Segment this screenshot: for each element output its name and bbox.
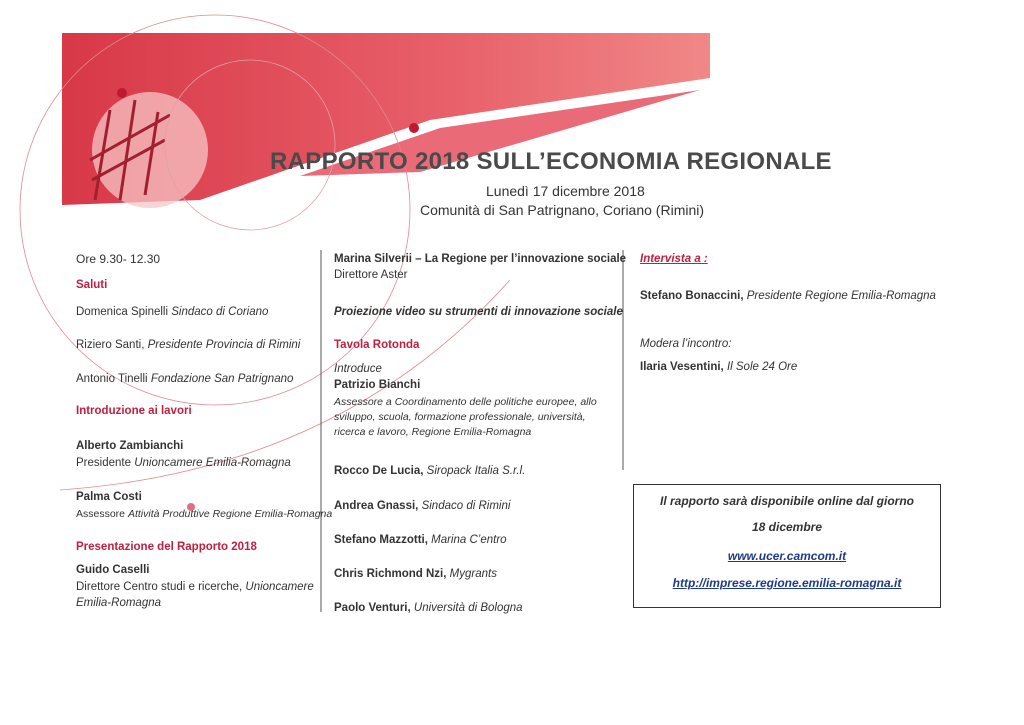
list-item — [334, 567, 497, 581]
section-tavola-rotonda: Tavola Rotonda — [334, 339, 420, 351]
availability-text: Il rapporto sarà disponibile online dal giorno — [659, 494, 915, 508]
speaker-role: Assessore a Coordinamento delle politiche europee, allo — [334, 396, 597, 408]
list-item — [76, 338, 300, 352]
video-item: Proiezione video su strumenti di innovazione sociale — [334, 306, 623, 318]
speaker-role: Il Sole 24 Ore — [726, 361, 798, 373]
availability-date: 18 dicembre — [751, 520, 823, 534]
speaker-name: Patrizio Bianchi — [334, 379, 421, 391]
red-dot-2 — [409, 123, 419, 133]
speaker-role: Mygrants — [449, 568, 497, 580]
section-saluti: Saluti — [76, 279, 108, 291]
speaker-role-line — [76, 456, 291, 470]
list-item — [334, 533, 507, 547]
speaker-role: Università di Bologna — [413, 602, 523, 614]
page-title: RAPPORTO 2018 SULL’ECONOMIA REGIONALE — [270, 148, 832, 175]
link-ucer[interactable] — [634, 549, 940, 563]
role-prefix: Presidente — [76, 457, 131, 469]
list-item — [76, 372, 293, 386]
speaker-name: Paolo Venturi, — [334, 602, 411, 614]
speaker-name: Alberto Zambianchi — [76, 440, 184, 452]
speaker-role: Attività Produttive Regione Emilia-Romagna — [127, 508, 333, 520]
speaker-name: Riziero Santi, — [76, 339, 145, 351]
list-item — [76, 305, 268, 319]
introduce-label: Introduce — [334, 363, 382, 375]
speaker-name: Marina Silverii – La Regione per l’innovazione sociale — [334, 253, 627, 265]
list-item — [334, 464, 525, 478]
speaker-role: Direttore Aster — [334, 269, 408, 281]
link-imprese[interactable] — [634, 576, 940, 590]
list-item — [640, 360, 797, 374]
event-venue: Comunità di San Patrignano, Coriano (Rimini) — [420, 202, 705, 218]
speaker-name: Stefano Mazzotti, — [334, 534, 428, 546]
speaker-name: Palma Costi — [76, 491, 142, 503]
speaker-role: Unioncamere Emilia-Romagna — [134, 457, 291, 469]
speaker-role: Sindaco di Rimini — [421, 500, 511, 512]
link-ucer-text[interactable]: www.ucer.camcom.it — [727, 549, 847, 563]
list-item — [334, 601, 523, 615]
speaker-name: Andrea Gnassi, — [334, 500, 419, 512]
speaker-name: Guido Caselli — [76, 564, 150, 576]
speaker-name: Antonio Tinelli — [76, 373, 148, 385]
section-presentazione: Presentazione del Rapporto 2018 — [76, 541, 257, 553]
time-range: Ore 9.30- 12.30 — [76, 252, 161, 266]
speaker-role-cont: Emilia-Romagna — [76, 597, 162, 609]
list-item — [640, 289, 936, 303]
speaker-role: Siropack Italia S.r.l. — [426, 465, 526, 477]
event-date: Lunedì 17 dicembre 2018 — [486, 183, 645, 199]
speaker-role: ricerca e lavoro, Regione Emilia-Romagna — [334, 426, 532, 438]
modera-label: Modera l’incontro: — [640, 338, 732, 350]
link-imprese-text[interactable]: http://imprese.regione.emilia-romagna.it — [672, 576, 902, 590]
speaker-role: Presidente Provincia di Rimini — [147, 339, 301, 351]
role-prefix: Assessore — [76, 508, 126, 520]
speaker-role-line — [76, 507, 332, 521]
speaker-role: Marina C’entro — [431, 534, 507, 546]
speaker-name: Ilaria Vesentini, — [640, 361, 724, 373]
speaker-role-line — [76, 580, 314, 594]
speaker-name: Chris Richmond Nzi, — [334, 568, 447, 580]
speaker-name: Domenica Spinelli — [76, 306, 169, 318]
speaker-role: Fondazione San Patrignano — [150, 373, 294, 385]
speaker-role: Unioncamere — [245, 581, 314, 593]
intervista-label: Intervista a : — [640, 253, 708, 265]
speaker-role: Sindaco di Coriano — [171, 306, 269, 318]
role-prefix: Direttore Centro studi e ricerche, — [76, 581, 243, 593]
speaker-role: Presidente Regione Emilia-Romagna — [746, 290, 936, 302]
red-dot-1 — [117, 88, 127, 98]
section-introduzione: Introduzione ai lavori — [76, 405, 192, 417]
speaker-name: Rocco De Lucia, — [334, 465, 424, 477]
list-item — [334, 499, 510, 513]
speaker-name: Stefano Bonaccini, — [640, 290, 744, 302]
availability-box — [633, 484, 941, 608]
speaker-role: sviluppo, scuola, formazione professionale, università, — [334, 411, 586, 423]
